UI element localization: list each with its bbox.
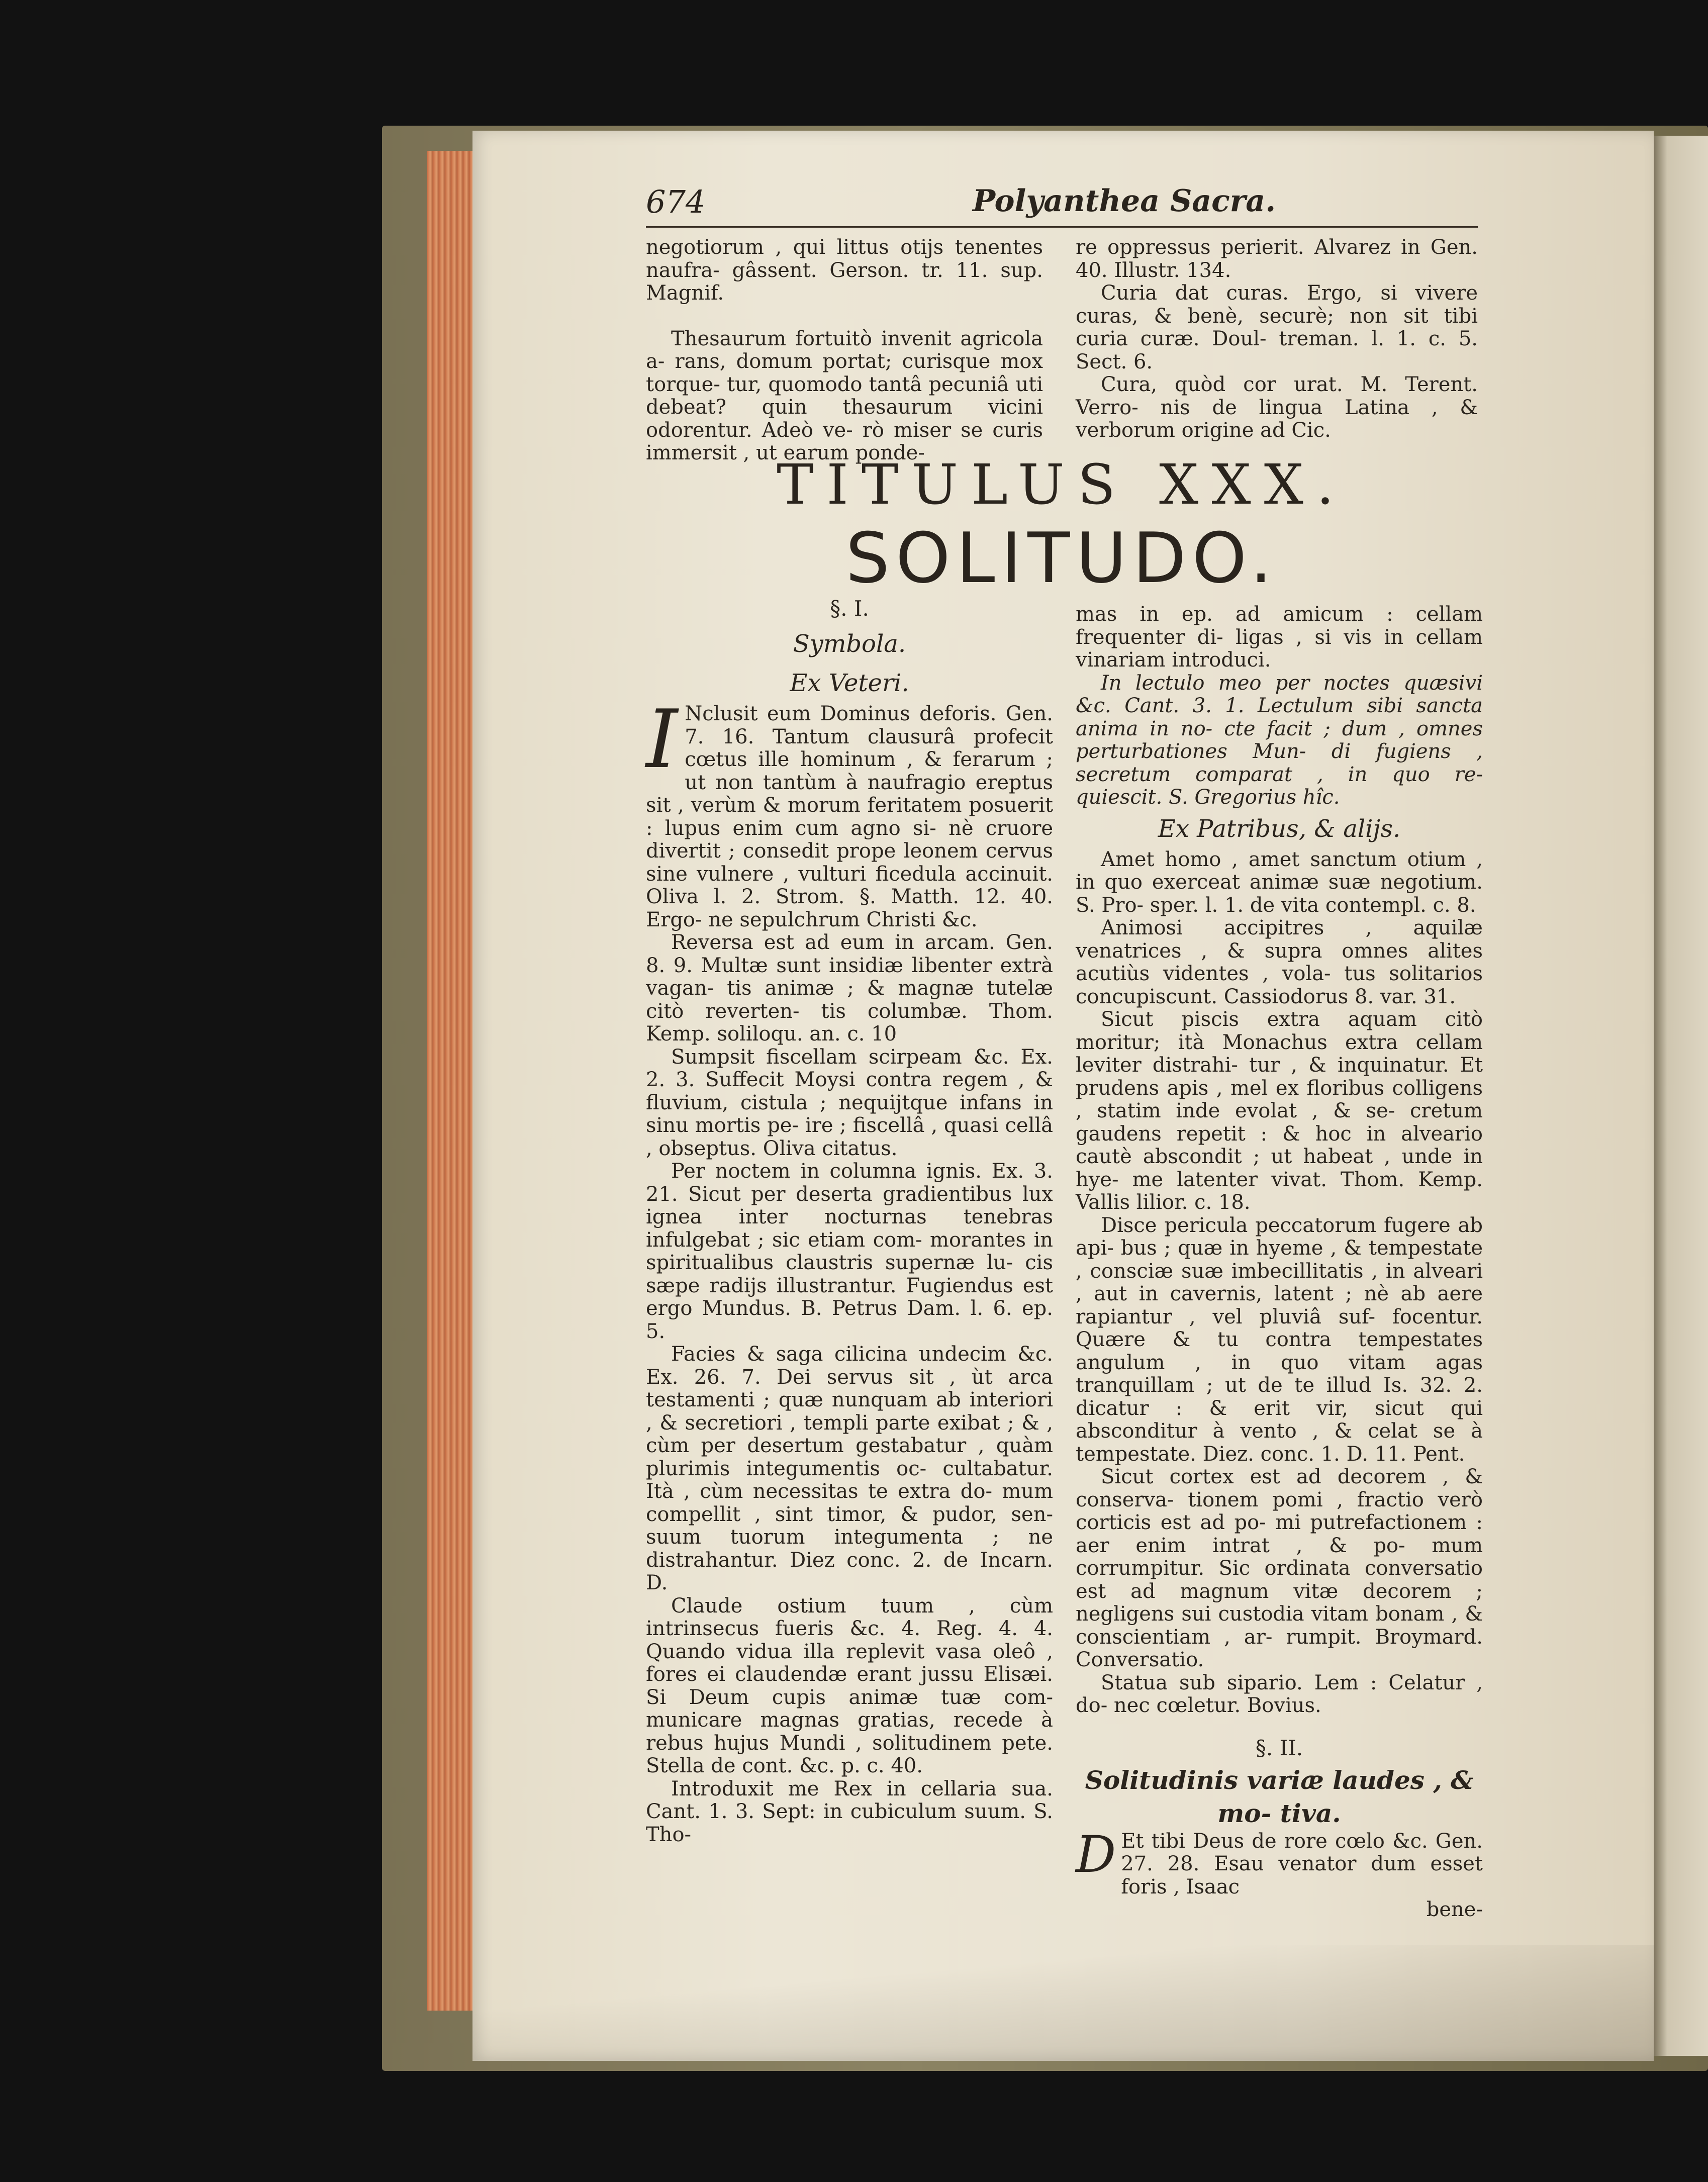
drop-cap-paragraph — [1076, 1825, 1483, 1899]
paragraph: mas in ep. ad amicum : cellam frequenter di- ligas , si vis in cellam vinariam introduci. — [1076, 603, 1483, 672]
running-head: Polyanthea Sacra. — [973, 183, 1276, 219]
paragraph: Facies & saga cilicina undecim &c. Ex. 26. 7. Dei servus sit , ùt arca testamenti ; quæ nunquam ab interiori , & secretiori , templi parte exibat ; & , cùm per desertum gestabatur , quàm plurimis integumentis oc- cultabatur. Ità , cùm necessitas te extra do- mum compellit , sint timor, & pudor, sen- suum tuorum integumenta ; ne distrahantur. Diez conc. 2. de Incarn. D. — [646, 1343, 1053, 1594]
paragraph: re oppressus perierit. Alvarez in Gen. 40. Illustr. 134. — [1076, 236, 1478, 282]
top-left-column — [646, 236, 1043, 465]
facing-page-edge — [1654, 136, 1708, 2056]
paragraph: Nclusit eum Dominus deforis. Gen. 7. 16. Tantum clausurâ profecit cœtus ille hominum , & ferarum ; ut non tantùm à naufragio ereptus sit , verùm & morum feritatem posuerit : lupus enim cum agno si- nè cruore divertit ; consedit prope leonem cervus sine vulnere , vulturi ficedula accinuit. Oliva l. 2. Strom. §. Matth. 12. 40. Ergo- ne sepulchrum Christi &c. — [646, 702, 1053, 931]
paragraph: Curia dat curas. Ergo, si vivere curas, & benè, securè; non sit tibi curia curæ. Doul- treman. l. 1. c. 5. Sect. 6. — [1076, 281, 1478, 373]
catchword: bene- — [1426, 1898, 1483, 1921]
right-column — [1076, 603, 1483, 1922]
paragraph: Per noctem in columna ignis. Ex. 3. 21. Sicut per deserta gradientibus lux ignea inter nocturnas tenebras infulgebat ; sic etiam com- morantes in spiritualibus claustris supernæ lu- cis sæpe radijs illustrantur. Fugiendus est ergo Mundus. B. Petrus Dam. l. 6. ep. 5. — [646, 1160, 1053, 1343]
paragraph: Reversa est ad eum in arcam. Gen. 8. 9. Multæ sunt insidiæ libenter extrà vagan- tis animæ ; & magnæ tutelæ citò reverten- tis columbæ. Thom. Kemp. soliloqu. an. c. 10 — [646, 931, 1053, 1046]
paragraph: Thesaurum fortuitò invenit agricola a- rans, domum portat; curisque mox torque- tur, quomodo tantâ pecuniâ uti debeat? quin thesaurum vicini odorentur. Adeò ve- rò miser se curis immersit , ut earum ponde- — [646, 327, 1043, 464]
left-column — [646, 593, 1053, 1846]
paragraph: Cura, quòd cor urat. M. Terent. Verro- nis de lingua Latina , & verborum origine ad Cic. — [1076, 373, 1478, 442]
title-titulus: TITULUS XXX. — [777, 452, 1347, 517]
section-mark: §. I. — [830, 596, 869, 621]
section-subheading: Ex Veteri. — [790, 669, 909, 697]
paragraph: Animosi accipitres , aquilæ venatrices , & supra omnes alites acutiùs videntes , vola- tus solitarios concupiscunt. Cassiodorus 8. var. 31. — [1076, 916, 1483, 1008]
paragraph: Sicut piscis extra aquam citò moritur; ità Monachus extra cellam leviter distrahi- tur , & inquinatur. Et prudens apis , mel ex floribus colligens , statim inde evolat , & se- cretum gaudens repetit : & hoc in alveario cautè abscondit ; ut habeat , unde in hye- me latenter vivat. Thom. Kemp. Vallis lilior. c. 18. — [1076, 1008, 1483, 1214]
paragraph: In lectulo meo per noctes quæsivi &c. Cant. 3. 1. Lectulum sibi sancta anima in no- cte facit ; dum , omnes perturbationes Mun- di fugiens , secretum comparat , in quo re- quiescit. S. Gregorius hîc. — [1076, 671, 1483, 809]
section-heading: Symbola. — [793, 630, 906, 658]
paragraph: Sicut cortex est ad decorem , & conserva- tionem pomi , fractio verò corticis est ad po- mi putrefactionem : aer enim intrat , & po- mum corrumpitur. Sic ordinata conversatio est ad magnum vitæ decorem ; negligens sui custodia vitam bonam , & conscientiam , ar- rumpit. Broymard. Conversatio. — [1076, 1465, 1483, 1671]
page-header — [646, 183, 1478, 224]
page-fold-shadow — [472, 1945, 1654, 2061]
paragraph: Statua sub sipario. Lem : Celatur , do- nec cœletur. Bovius. — [1076, 1671, 1483, 1717]
top-right-column — [1076, 236, 1478, 442]
drop-cap: D — [1076, 1825, 1116, 1884]
section-subheading: Ex Patribus, & alijs. — [1158, 814, 1401, 843]
drop-cap: I — [646, 692, 678, 786]
drop-cap-paragraph — [646, 692, 1053, 931]
page-number: 674 — [646, 183, 706, 220]
paragraph: Sumpsit fiscellam scirpeam &c. Ex. 2. 3. Suffecit Moysi contra regem , & fluvium, cistula ; nequijtque infans in sinu mortis pe- ire ; fiscellâ , quasi cellâ , obseptus. Oliva citatus. — [646, 1045, 1053, 1160]
section-mark: §. II. — [1255, 1735, 1303, 1760]
title-subject: SOLITUDO. — [845, 518, 1278, 599]
paragraph: Claude ostium tuum , cùm intrinsecus fueris &c. 4. Reg. 4. 4. Quando vidua illa replevit vasa oleô , fores ei claudendæ erant jussu Elisæi. Si Deum cupis animæ tuæ com- municare magnas gratias, recede à rebus hujus Mundi , solitudinem pete. Stella de cont. &c. p. c. 40. — [646, 1594, 1053, 1777]
paragraph: Et tibi Deus de rore cœlo &c. Gen. 27. 28. Esau venator dum esset foris , Isaac — [1121, 1829, 1483, 1899]
paragraph: Introduxit me Rex in cellaria sua. Cant. 1. 3. Sept: in cubiculum suum. S. Tho- — [646, 1777, 1053, 1846]
section-heading: Solitudinis variæ laudes , & mo- tiva. — [1085, 1765, 1474, 1828]
paragraph: Disce pericula peccatorum fugere ab api- bus ; quæ in hyeme , & tempestate , consciæ suæ imbecillitatis , in alveari , aut in cavernis, latent ; nè ab aere rapiantur , vel pluviâ suf- focentur. Quære & tu contra tempestates angulum , in quo vitam agas tranquillam ; ut de te illud Is. 32. 2. dicatur : & erit vir, sicut qui absconditur à vento , & celat se à tempestate. Diez. conc. 1. D. 11. Pent. — [1076, 1213, 1483, 1466]
header-rule — [646, 226, 1478, 228]
paragraph: Amet homo , amet sanctum otium , in quo exerceat animæ suæ negotium. S. Pro- sper. l. 1. de vita contempl. c. 8. — [1076, 847, 1483, 917]
paragraph: negotiorum , qui littus otijs tenentes naufra- gâssent. Gerson. tr. 11. sup. Magnif. — [646, 236, 1043, 305]
